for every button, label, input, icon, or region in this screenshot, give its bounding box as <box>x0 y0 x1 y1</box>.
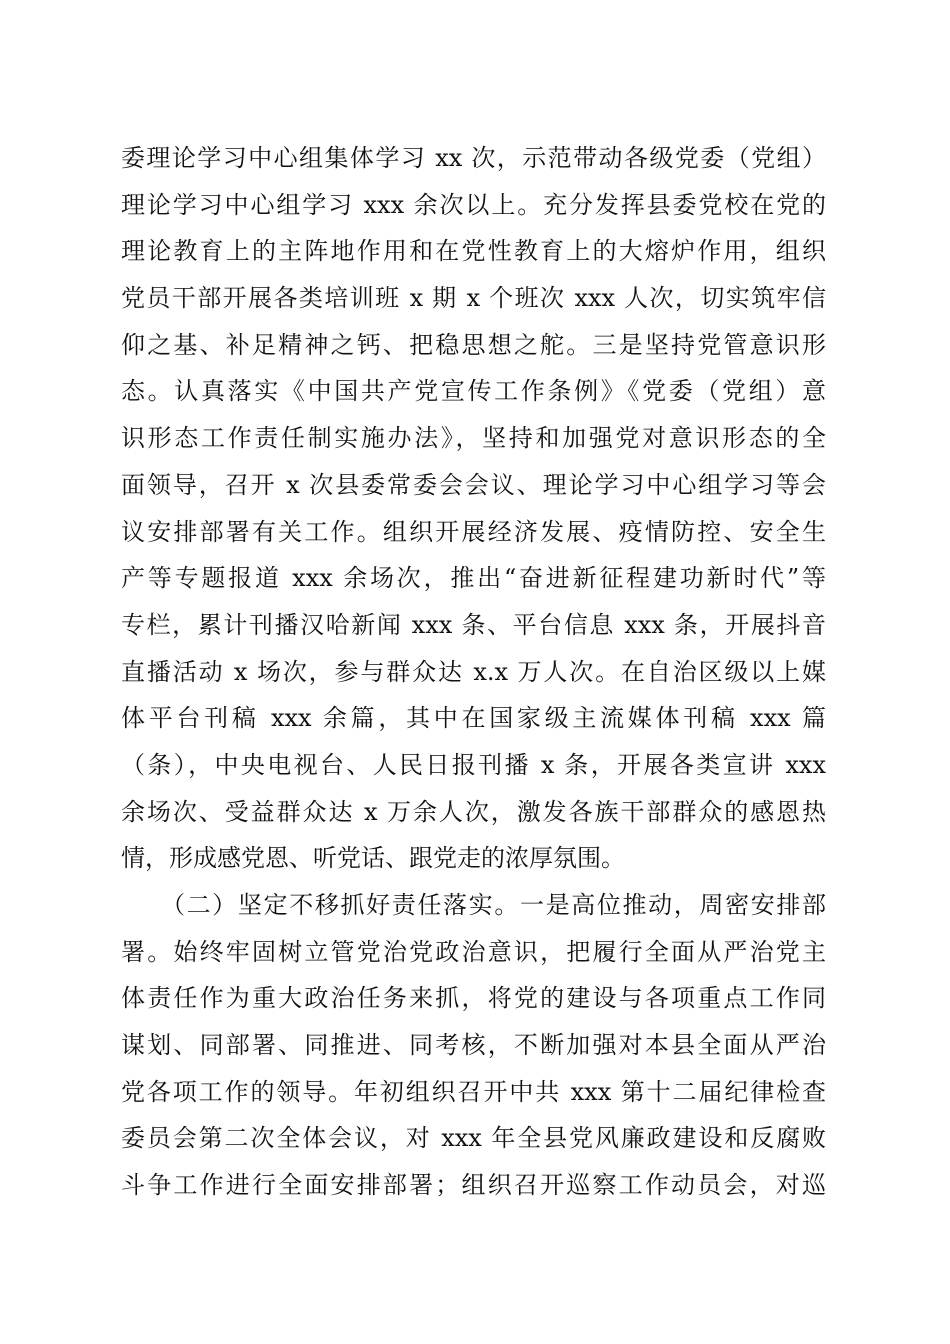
paragraph-end-line: 情，形成感党恩、听党话、跟党走的浓厚氛围。 <box>121 844 625 873</box>
text-line: 斗争工作进行全面安排部署；组织召开巡察工作动员会，对巡 <box>121 1171 826 1200</box>
text-line: 党员干部开展各类培训班 x 期 x 个班次 xxx 人次，切实筑牢信 <box>121 284 826 313</box>
text-line: 体责任作为重大政治任务来抓，将党的建设与各项重点工作同 <box>121 984 826 1013</box>
text-line: 谋划、同部署、同推进、同考核，不断加强对本县全面从严治 <box>121 1031 826 1060</box>
text-line: 署。始终牢固树立管党治党政治意识，把履行全面从严治党主 <box>121 937 826 966</box>
text-line: 委理论学习中心组集体学习 xx 次，示范带动各级党委（党组） <box>121 144 826 172</box>
text-line: （条），中央电视台、人民日报刊播 x 条，开展各类宣讲 xxx <box>121 750 826 779</box>
text-line: 识形态工作责任制实施办法》，坚持和加强党对意识形态的全 <box>121 424 826 453</box>
text-line: 余场次、受益群众达 x 万余人次，激发各族干部群众的感恩热 <box>121 797 826 826</box>
section-heading-line: （二）坚定不移抓好责任落实。一是高位推动，周密安排部 <box>161 891 826 919</box>
text-line: 直播活动 x 场次，参与群众达 x.x 万人次。在自治区级以上媒 <box>121 657 826 686</box>
body-text <box>121 135 826 1209</box>
text-line: 议安排部署有关工作。组织开展经济发展、疫情防控、安全生 <box>121 517 826 546</box>
text-line: 仰之基、补足精神之钙、把稳思想之舵。三是坚持党管意识形 <box>121 330 826 359</box>
text-line: 体平台刊稿 xxx 余篇，其中在国家级主流媒体刊稿 xxx 篇 <box>121 704 826 733</box>
text-line: 专栏，累计刊播汉哈新闻 xxx 条、平台信息 xxx 条，开展抖音 <box>121 610 826 639</box>
text-line: 委员会第二次全体会议，对 xxx 年全县党风廉政建设和反腐败 <box>121 1124 826 1153</box>
text-line: 面领导，召开 x 次县委常委会会议、理论学习中心组学习等会 <box>121 470 826 499</box>
text-line: 态。认真落实《中国共产党宣传工作条例》《党委（党组）意 <box>121 377 826 406</box>
text-line: 党各项工作的领导。年初组织召开中共 xxx 第十二届纪律检查 <box>121 1077 826 1106</box>
text-line: 产等专题报道 xxx 余场次，推出“奋进新征程建功新时代”等 <box>121 564 826 593</box>
text-line: 理论学习中心组学习 xxx 余次以上。充分发挥县委党校在党的 <box>121 190 826 219</box>
text-line: 理论教育上的主阵地作用和在党性教育上的大熔炉作用，组织 <box>121 237 826 266</box>
